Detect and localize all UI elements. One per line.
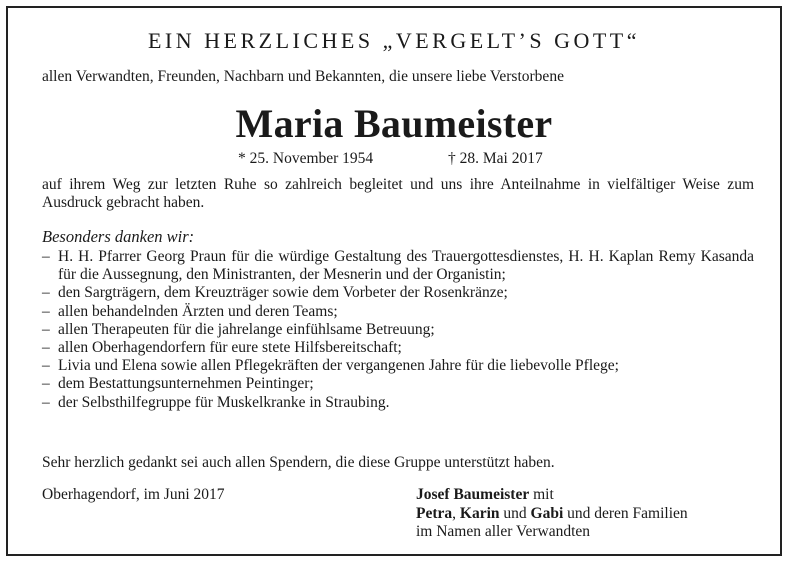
notice-header: EIN HERZLICHES „VERGELT’S GOTT“ — [147, 28, 641, 53]
families-text: und deren Familien — [563, 504, 688, 522]
place-date: Oberhagendorf, im Juni 2017 — [42, 486, 225, 503]
list-item — [42, 284, 754, 302]
daughter-name: Petra — [416, 504, 453, 522]
list-item-text: dem Bestattungsunternehmen Peintinger; — [58, 375, 314, 393]
daughter-name: Gabi — [530, 504, 564, 522]
list-item — [42, 339, 754, 357]
conjunction: und — [499, 504, 531, 522]
dash-marker: – — [42, 302, 50, 320]
thanks-paragraph: auf ihrem Weg zur letzten Ruhe so zahlreich begleitet und uns ihre Anteilnahme in vielfältiger Weise zum Ausdruck gebracht haben. — [42, 176, 754, 212]
separator: , — [452, 504, 460, 522]
closing-text: Sehr herzlich gedankt sei auch allen Spendern, die diese Gruppe unterstützt haben. — [42, 454, 555, 471]
dash-marker: – — [42, 284, 50, 302]
list-item — [42, 357, 754, 375]
list-item-text: allen Oberhagendorfern für eure stete Hilfsbereitschaft; — [58, 339, 402, 357]
deceased-name: Maria Baumeister — [235, 101, 553, 146]
dash-marker: – — [42, 339, 50, 357]
list-item-text: allen Therapeuten für die jahrelange einfühlsame Betreuung; — [58, 320, 435, 338]
list-item — [42, 394, 754, 412]
thanks-list — [42, 248, 754, 412]
dash-marker: – — [42, 248, 50, 265]
thanks-heading: Besonders danken wir: — [42, 227, 195, 246]
list-item-text: H. H. Pfarrer Georg Praun für die würdige Gestaltung des Trauergottesdienstes, H. H. Kaplan Remy Kasanda für die Aussegnung, den Ministranten, der Mesnerin und der Organistin; — [58, 248, 754, 284]
death-date: † 28. Mai 2017 — [448, 150, 543, 167]
daughter-name: Karin — [459, 504, 500, 522]
signature-line-2 — [416, 505, 688, 524]
signer-name: Josef Baumeister — [416, 486, 530, 503]
list-item-text: allen behandelnden Ärzten und deren Teams; — [58, 302, 338, 320]
list-item — [42, 321, 754, 339]
signer-mit: mit — [529, 486, 554, 503]
list-item — [42, 303, 754, 321]
signature-line-3: im Namen aller Verwandten — [416, 523, 591, 540]
dash-marker: – — [42, 393, 50, 411]
intro-text: allen Verwandten, Freunden, Nachbarn und Bekannten, die unsere liebe Verstorbene — [42, 68, 564, 85]
dash-marker: – — [42, 375, 50, 393]
dash-marker: – — [42, 320, 50, 338]
obituary-notice — [6, 6, 782, 556]
list-item-text: Livia und Elena sowie allen Pflegekräften der vergangenen Jahre für die liebevolle Pflege; — [58, 357, 619, 375]
life-dates — [238, 150, 543, 168]
list-item — [42, 375, 754, 393]
list-item-text: den Sargträgern, dem Kreuzträger sowie dem Vorbeter der Rosenkränze; — [58, 284, 508, 302]
signature-line-1 — [416, 486, 688, 505]
dash-marker: – — [42, 357, 50, 375]
signature-block — [416, 486, 688, 542]
list-item — [42, 248, 754, 284]
list-item-text: der Selbsthilfegruppe für Muskelkranke in Straubing. — [58, 393, 390, 411]
birth-date: * 25. November 1954 — [238, 150, 374, 167]
